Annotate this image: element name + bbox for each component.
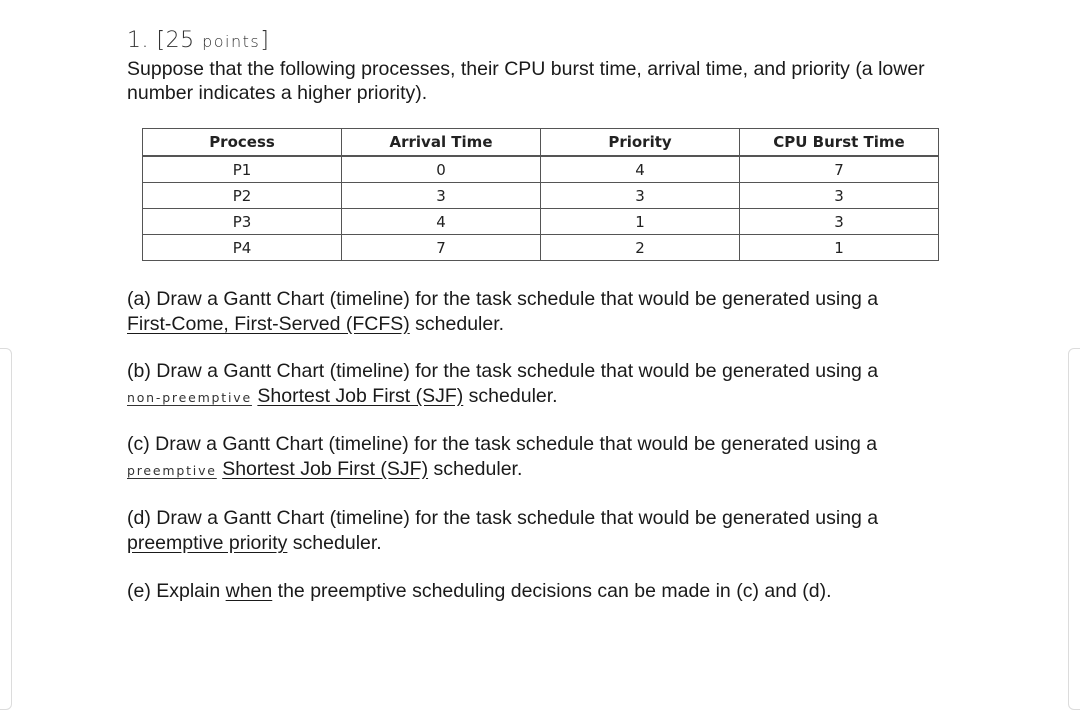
part-d-term: preemptive priority [127, 532, 288, 554]
part-c-term: Shortest Job First (SJF) [222, 458, 429, 480]
cell-process: P2 [143, 183, 342, 209]
part-b-qualifier: non-preemptive [127, 390, 252, 405]
points-label: points [202, 32, 261, 51]
part-e-suffix: the preemptive scheduling decisions can be made in (c) and (d). [272, 580, 832, 602]
cell-arrival: 4 [342, 209, 541, 235]
part-c-suffix: scheduler. [428, 458, 523, 480]
question-number: 1. [127, 28, 149, 53]
part-b-term: Shortest Job First (SJF) [257, 385, 464, 407]
part-a-suffix: scheduler. [409, 313, 505, 335]
bracket-close: ] [260, 28, 270, 53]
header-cpu-burst-time: CPU Burst Time [740, 129, 939, 157]
table-header-row [143, 129, 939, 157]
cell-process: P4 [143, 235, 342, 261]
table-row [143, 235, 939, 261]
cell-burst: 7 [740, 156, 939, 183]
table-row [143, 209, 939, 235]
part-a-text: (a) Draw a Gantt Chart (timeline) for the task schedule that would be generated using a [127, 288, 879, 310]
cell-arrival: 7 [342, 235, 541, 261]
bracket-open: [25 [156, 28, 195, 53]
right-page-edge [1068, 348, 1080, 710]
table-row [143, 183, 939, 209]
part-a [127, 287, 957, 337]
process-table [142, 128, 939, 261]
part-d [127, 506, 957, 556]
header-process: Process [143, 129, 342, 157]
part-e-term: when [225, 580, 273, 602]
cell-arrival: 0 [342, 156, 541, 183]
question-intro: Suppose that the following processes, their CPU burst time, arrival time, and priority (a lower number indicates a higher priority). [127, 58, 925, 104]
part-b [127, 359, 957, 410]
cell-priority: 2 [541, 235, 740, 261]
part-b-suffix: scheduler. [463, 385, 558, 407]
cell-burst: 3 [740, 209, 939, 235]
part-c-qualifier: preemptive [127, 463, 217, 478]
question-header [127, 28, 269, 53]
part-b-text: (b) Draw a Gantt Chart (timeline) for the task schedule that would be generated using a [127, 360, 879, 382]
part-e [127, 579, 957, 604]
part-c [127, 432, 957, 483]
cell-burst: 3 [740, 183, 939, 209]
header-arrival-time: Arrival Time [342, 129, 541, 157]
part-a-term: First-Come, First-Served (FCFS) [127, 313, 410, 335]
cell-priority: 3 [541, 183, 740, 209]
part-e-prefix: (e) Explain [127, 580, 226, 602]
part-d-text: (d) Draw a Gantt Chart (timeline) for the task schedule that would be generated using a [127, 507, 879, 529]
left-page-edge [0, 348, 12, 710]
cell-burst: 1 [740, 235, 939, 261]
table-row [143, 156, 939, 183]
header-priority: Priority [541, 129, 740, 157]
part-c-text: (c) Draw a Gantt Chart (timeline) for the task schedule that would be generated using a [127, 433, 878, 455]
cell-process: P1 [143, 156, 342, 183]
part-d-suffix: scheduler. [287, 532, 382, 554]
cell-priority: 4 [541, 156, 740, 183]
cell-priority: 1 [541, 209, 740, 235]
cell-arrival: 3 [342, 183, 541, 209]
cell-process: P3 [143, 209, 342, 235]
